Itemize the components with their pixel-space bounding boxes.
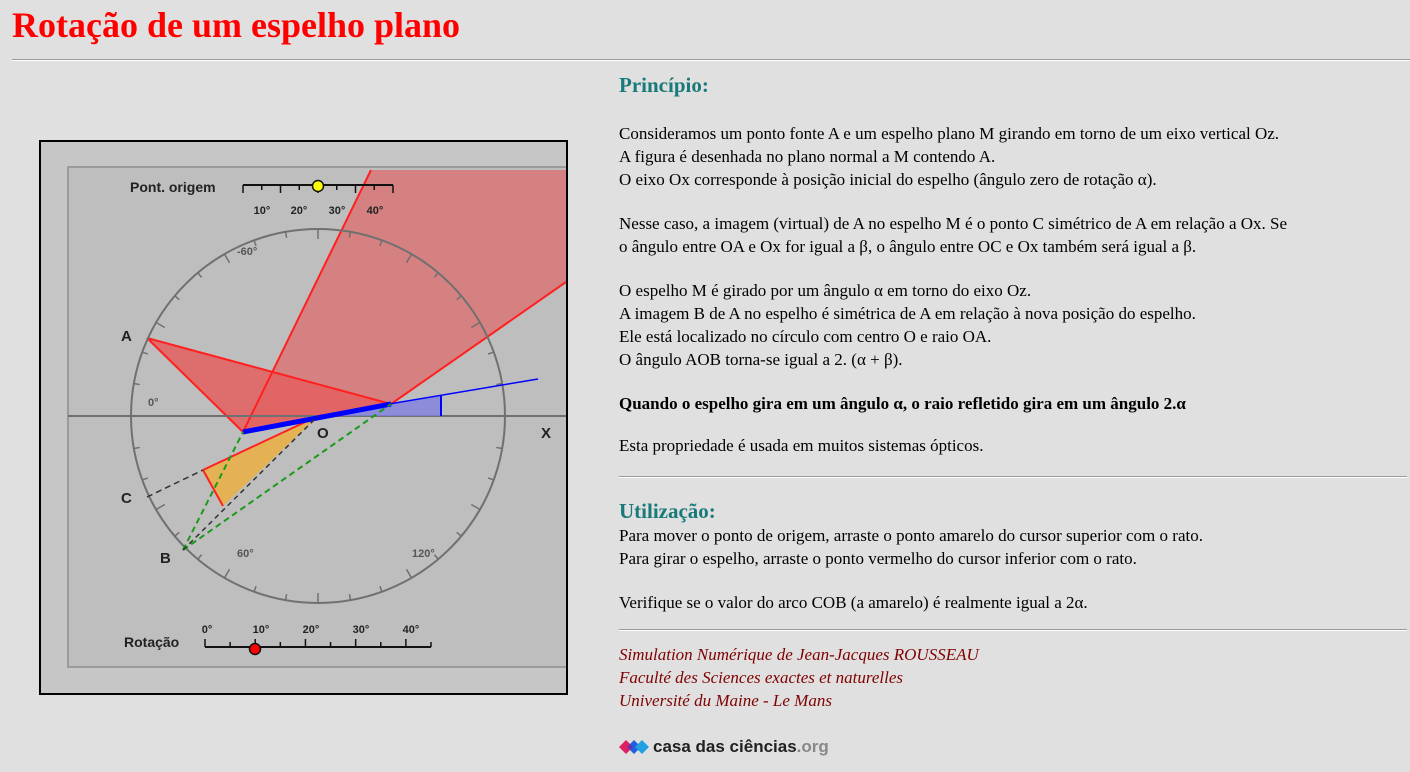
circle-tick — [496, 384, 502, 385]
description-column — [619, 72, 1409, 712]
usage-paragraph-1 — [619, 524, 1409, 570]
source-slider-knob[interactable] — [313, 181, 324, 192]
text-line: A figura é desenhada no plano normal a M contendo A. — [619, 147, 996, 166]
text-line: Ele está localizado no círculo com centro O e raio OA. — [619, 327, 992, 346]
source-slider-label: Pont. origem — [130, 179, 216, 195]
rotation-tick-40: 40° — [402, 624, 420, 636]
rotation-tick-30: 30° — [352, 624, 370, 636]
logo-suffix: .org — [796, 737, 829, 756]
page-title: Rotação de um espelho plano — [12, 5, 461, 45]
casa-das-ciencias-logo[interactable] — [619, 736, 829, 758]
text-line: Nesse caso, a imagem (virtual) de A no espelho M é o ponto C simétrico de A em relação a Ox. Se — [619, 214, 1288, 233]
text-line: Para girar o espelho, arraste o ponto vermelho do cursor inferior com o rato. — [619, 549, 1137, 568]
principle-heading: Princípio: — [619, 73, 709, 97]
circle-tick — [286, 232, 287, 238]
credit-line: Université du Maine - Le Mans — [619, 691, 832, 710]
simulation-applet — [39, 140, 568, 695]
key-statement: Quando o espelho gira em um ângulo α, o raio refletido gira em um ângulo 2.α — [619, 394, 1186, 413]
rotation-tick-0: 0° — [201, 624, 213, 636]
header-divider — [12, 59, 1410, 61]
point-c-label: C — [121, 490, 132, 507]
credit-line: Faculté des Sciences exactes et naturelles — [619, 668, 904, 687]
text-line: o ângulo entre OA e Ox for igual a β, o ângulo entre OC e Ox também será igual a β. — [619, 237, 1197, 256]
text-line: Consideramos um ponto fonte A e um espelho plano M girando em torno de um eixo vertical Oz. — [619, 124, 1280, 143]
text-line: Para mover o ponto de origem, arraste o ponto amarelo do cursor superior com o rato. — [619, 526, 1203, 545]
circle-tick — [349, 594, 350, 600]
credit-line: Simulation Numérique de Jean-Jacques ROUSSEAU — [619, 645, 979, 664]
point-o-label: O — [317, 425, 329, 442]
circle-tick — [286, 594, 287, 600]
point-b-label: B — [160, 550, 171, 567]
principle-paragraph-4: Esta propriedade é usada em muitos sistemas ópticos. — [619, 436, 984, 455]
angle-label-60: 60° — [237, 548, 254, 560]
rotation-slider-knob[interactable] — [250, 644, 261, 655]
principle-paragraph-1 — [619, 122, 1409, 191]
source-tick-40: 40° — [366, 205, 384, 217]
text-line: O espelho M é girado por um ângulo α em torno do eixo Oz. — [619, 281, 1032, 300]
source-tick-20: 20° — [290, 205, 308, 217]
usage-heading: Utilização: — [619, 499, 716, 523]
principle-paragraph-3 — [619, 279, 1409, 371]
rotation-tick-20: 20° — [302, 624, 320, 636]
angle-label-0: 0° — [148, 397, 159, 409]
usage-paragraph-2: Verifique se o valor do arco COB (a amarelo) é realmente igual a 2α. — [619, 593, 1088, 612]
simulation-canvas — [41, 142, 566, 693]
credits — [619, 643, 1409, 712]
angle-label-minus60: -60° — [237, 246, 258, 258]
rotation-slider-label: Rotação — [124, 634, 180, 650]
text-line: O eixo Ox corresponde à posição inicial do espelho (ângulo zero de rotação α). — [619, 170, 1157, 189]
angle-label-120: 120° — [412, 548, 435, 560]
text-line: O ângulo AOB torna-se igual a 2. (α + β). — [619, 350, 903, 369]
source-tick-10: 10° — [253, 205, 271, 217]
text-line: A imagem B de A no espelho é simétrica de A em relação à nova posição do espelho. — [619, 304, 1196, 323]
rotation-tick-10: 10° — [252, 624, 270, 636]
logo-text: casa das ciências — [653, 737, 797, 756]
point-a-label: A — [121, 328, 132, 345]
circle-tick — [134, 384, 140, 385]
circle-tick — [496, 447, 502, 448]
circle-tick — [349, 232, 350, 238]
source-tick-30: 30° — [328, 205, 346, 217]
circle-tick — [134, 447, 140, 448]
principle-paragraph-2 — [619, 212, 1409, 258]
logo-icon — [619, 737, 649, 757]
axis-x-label: X — [541, 425, 552, 442]
